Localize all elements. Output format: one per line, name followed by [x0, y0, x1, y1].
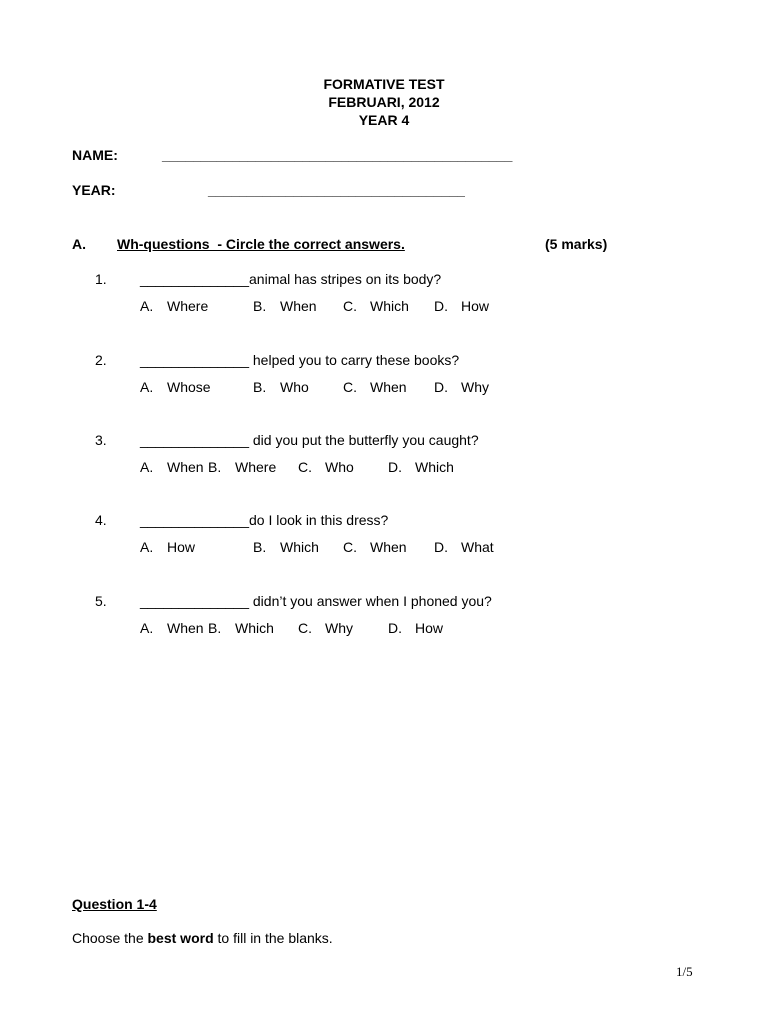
option-letter[interactable]: C. — [343, 539, 357, 555]
option-letter[interactable]: B. — [208, 459, 222, 475]
instruction-post: to fill in the blanks. — [213, 930, 333, 946]
question-number: 2. — [95, 352, 107, 368]
question-text: ______________ did you put the butterfly you caught? — [140, 432, 479, 448]
instruction-pre: Choose the — [72, 930, 148, 946]
option-letter[interactable]: A. — [140, 298, 154, 314]
option-word[interactable]: Whose — [167, 379, 211, 395]
option-letter[interactable]: A. — [140, 539, 154, 555]
option-letter[interactable]: D. — [434, 539, 448, 555]
option-letter[interactable]: C. — [298, 459, 312, 475]
option-word[interactable]: Which — [280, 539, 319, 555]
year-label: YEAR: — [72, 182, 116, 198]
page-number: 1/5 — [676, 964, 693, 979]
question-text: ______________ didn’t you answer when I phoned you? — [140, 593, 492, 609]
option-word[interactable]: How — [461, 298, 490, 314]
option-letter[interactable]: D. — [388, 459, 402, 475]
option-word[interactable]: When — [280, 298, 317, 314]
test-year: YEAR 4 — [358, 112, 410, 128]
option-letter[interactable]: B. — [208, 620, 222, 636]
option-word[interactable]: Which — [415, 459, 454, 475]
instruction-bold: best word — [147, 930, 214, 946]
option-word[interactable]: Where — [235, 459, 277, 475]
option-word[interactable]: Where — [167, 298, 209, 314]
option-word[interactable]: Who — [325, 459, 354, 475]
option-letter[interactable]: B. — [253, 379, 267, 395]
name-blank: _____________________________________________ — [162, 147, 513, 163]
question-text: ______________animal has stripes on its body? — [140, 271, 442, 287]
option-word[interactable]: Why — [325, 620, 353, 636]
option-letter[interactable]: D. — [434, 298, 448, 314]
section-title: Wh-questions - Circle the correct answers. — [117, 236, 405, 252]
option-word[interactable]: When — [370, 379, 407, 395]
option-letter[interactable]: C. — [298, 620, 312, 636]
question-range-heading: Question 1-4 — [72, 896, 157, 912]
question-number: 3. — [95, 432, 107, 448]
question-number: 5. — [95, 593, 107, 609]
name-label: NAME: — [72, 147, 118, 163]
option-word[interactable]: How — [415, 620, 444, 636]
option-word[interactable]: Who — [280, 379, 309, 395]
option-word[interactable]: Which — [370, 298, 409, 314]
instruction-text — [72, 914, 333, 946]
option-word[interactable]: Which — [235, 620, 274, 636]
section-marks: (5 marks) — [545, 236, 608, 252]
option-word[interactable]: When — [167, 459, 204, 475]
option-letter[interactable]: A. — [140, 620, 154, 636]
option-letter[interactable]: C. — [343, 298, 357, 314]
test-title: FORMATIVE TEST — [323, 76, 445, 92]
option-word[interactable]: Why — [461, 379, 489, 395]
option-letter[interactable]: B. — [253, 539, 267, 555]
test-date: FEBRUARI, 2012 — [328, 94, 440, 110]
option-word[interactable]: When — [167, 620, 204, 636]
option-letter[interactable]: A. — [140, 459, 154, 475]
question-text: ______________ helped you to carry these books? — [140, 352, 460, 368]
option-letter[interactable]: C. — [343, 379, 357, 395]
option-word[interactable]: When — [370, 539, 407, 555]
question-text: ______________do I look in this dress? — [140, 512, 389, 528]
option-letter[interactable]: B. — [253, 298, 267, 314]
option-letter[interactable]: D. — [388, 620, 402, 636]
question-number: 1. — [95, 271, 107, 287]
section-letter: A. — [72, 236, 86, 252]
year-blank: _________________________________ — [208, 182, 465, 198]
option-word[interactable]: How — [167, 539, 196, 555]
option-word[interactable]: What — [461, 539, 494, 555]
option-letter[interactable]: D. — [434, 379, 448, 395]
question-number: 4. — [95, 512, 107, 528]
option-letter[interactable]: A. — [140, 379, 154, 395]
